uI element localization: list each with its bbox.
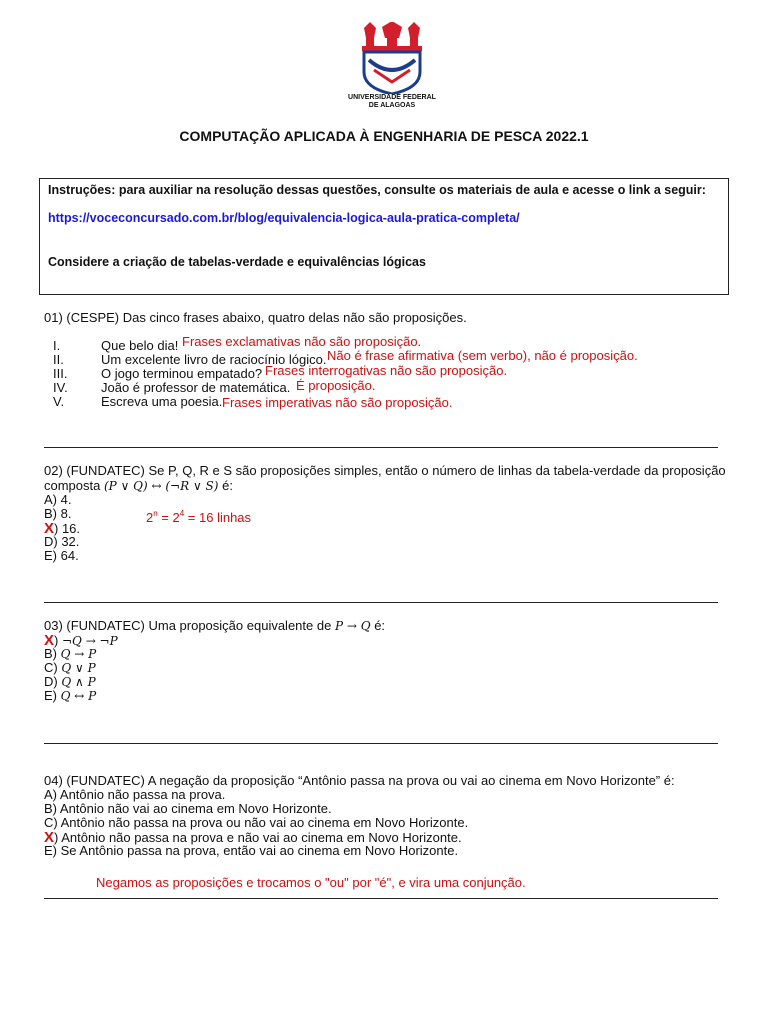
q2-prompt-pre: composta <box>44 478 101 493</box>
q3-option-label: C) <box>44 660 58 675</box>
q1-item-text: João é professor de matemática. <box>101 380 291 395</box>
q1-item-num: I. <box>53 338 61 353</box>
q3-option-formula: Q ∨ P <box>61 661 96 675</box>
q2-option: D) 32. <box>44 534 80 549</box>
q1-item-num: V. <box>53 394 65 409</box>
q2-annotation-end: = 16 linhas <box>184 510 252 525</box>
answer-mark-icon: X <box>44 520 55 537</box>
q4-annotation: Negamos as proposições e trocamos o "ou" por "é", e vira uma conjunção. <box>96 875 526 890</box>
q3-option-label: D) <box>44 674 58 689</box>
q2-option: A) 4. <box>44 492 72 507</box>
instructions-box <box>39 178 729 295</box>
q1-item-annotation: Frases exclamativas não são proposição. <box>182 334 422 349</box>
q3-formula: P → Q <box>334 619 371 633</box>
logo-text-line1: UNIVERSIDADE FEDERAL <box>348 94 436 101</box>
q3-prompt-post: é: <box>374 618 386 633</box>
course-title: COMPUTAÇÃO APLICADA À ENGENHARIA DE PESCA 2022.1 <box>179 128 589 144</box>
q1-item-annotation: Frases imperativas não são proposição. <box>222 395 453 410</box>
q3-prompt <box>44 618 385 633</box>
q1-item-num: IV. <box>53 380 68 395</box>
q1-item-annotation: Não é frase afirmativa (sem verbo), não é proposição. <box>327 348 638 363</box>
q3-option-formula: Q → P <box>60 647 97 661</box>
q1-item-text: Escreva uma poesia. <box>101 394 223 409</box>
answer-mark-icon: X <box>44 632 55 649</box>
q2-annotation-mid: = 2 <box>157 510 180 525</box>
q4-option: A) Antônio não passa na prova. <box>44 787 226 802</box>
university-crest-icon <box>354 22 430 94</box>
q3-option-label: B) <box>44 646 57 661</box>
q1-item-annotation: É proposição. <box>296 378 376 393</box>
q2-prompt-post: é: <box>222 478 233 493</box>
q3-option <box>44 674 96 689</box>
q3-option <box>44 688 96 703</box>
q1-prompt: 01) (CESPE) Das cinco frases abaixo, quatro delas não são proposições. <box>44 310 467 325</box>
instructions-text: Instruções: para auxiliar na resolução dessas questões, consulte os materiais de aula e acesse o link a seguir: <box>48 183 706 197</box>
logo-text-line2: DE ALAGOAS <box>368 102 416 109</box>
q2-annotation <box>146 510 251 525</box>
q1-item-annotation: Frases interrogativas não são proposição. <box>265 363 508 378</box>
q2-option-text: ) 16. <box>54 521 81 536</box>
q2-formula: (P ∨ Q) ↔ (¬R ∨ S) <box>104 479 219 493</box>
q1-item-text: O jogo terminou empatado? <box>101 366 263 381</box>
q3-option-label: ) <box>54 633 59 648</box>
q2-prompt: 02) (FUNDATEC) Se P, Q, R e S são proposições simples, então o número de linhas da tabela-verdade da proposição <box>44 463 726 478</box>
q2-option: B) 8. <box>44 506 72 521</box>
section-divider <box>44 743 718 744</box>
q2-option: E) 64. <box>44 548 79 563</box>
q4-option: E) Se Antônio passa na prova, então vai ao cinema em Novo Horizonte. <box>44 843 459 858</box>
q1-item-num: III. <box>53 366 68 381</box>
q3-option-formula: Q ↔ P <box>60 689 97 703</box>
instructions-note: Considere a criação de tabelas-verdade e equivalências lógicas <box>48 255 426 269</box>
reference-link[interactable]: https://voceconcursado.com.br/blog/equivalencia-logica-aula-pratica-completa/ <box>48 211 520 225</box>
q4-option: B) Antônio não vai ao cinema em Novo Horizonte. <box>44 801 332 816</box>
q1-item-text: Um excelente livro de raciocínio lógico. <box>101 352 327 367</box>
q4-prompt: 04) (FUNDATEC) A negação da proposição “Antônio passa na prova ou vai ao cinema em Novo Horizonte” é: <box>44 773 675 788</box>
university-logo <box>337 22 447 120</box>
q3-option-label: E) <box>44 688 57 703</box>
q1-item-num: II. <box>53 352 64 367</box>
q2-annotation-base: 2 <box>146 510 154 525</box>
q3-option-formula: ¬Q → ¬P <box>61 634 118 648</box>
q4-option-text: ) Antônio não passa na prova e não vai ao cinema em Novo Horizonte. <box>54 830 462 845</box>
q2-annotation-exp: n <box>153 509 158 518</box>
answer-mark-icon: X <box>44 829 55 846</box>
section-divider <box>44 898 718 899</box>
q1-item-text: Que belo dia! <box>101 338 179 353</box>
q3-prompt-pre: 03) (FUNDATEC) Uma proposição equivalente de <box>44 618 332 633</box>
q3-option <box>44 660 96 675</box>
q2-prompt-line2 <box>44 478 233 493</box>
section-divider <box>44 602 718 603</box>
q3-option-formula: Q ∧ P <box>61 675 96 689</box>
q2-annotation-exp: 4 <box>179 509 185 518</box>
q4-option: C) Antônio não passa na prova ou não vai ao cinema em Novo Horizonte. <box>44 815 469 830</box>
q3-option <box>44 646 96 661</box>
section-divider <box>44 447 718 448</box>
